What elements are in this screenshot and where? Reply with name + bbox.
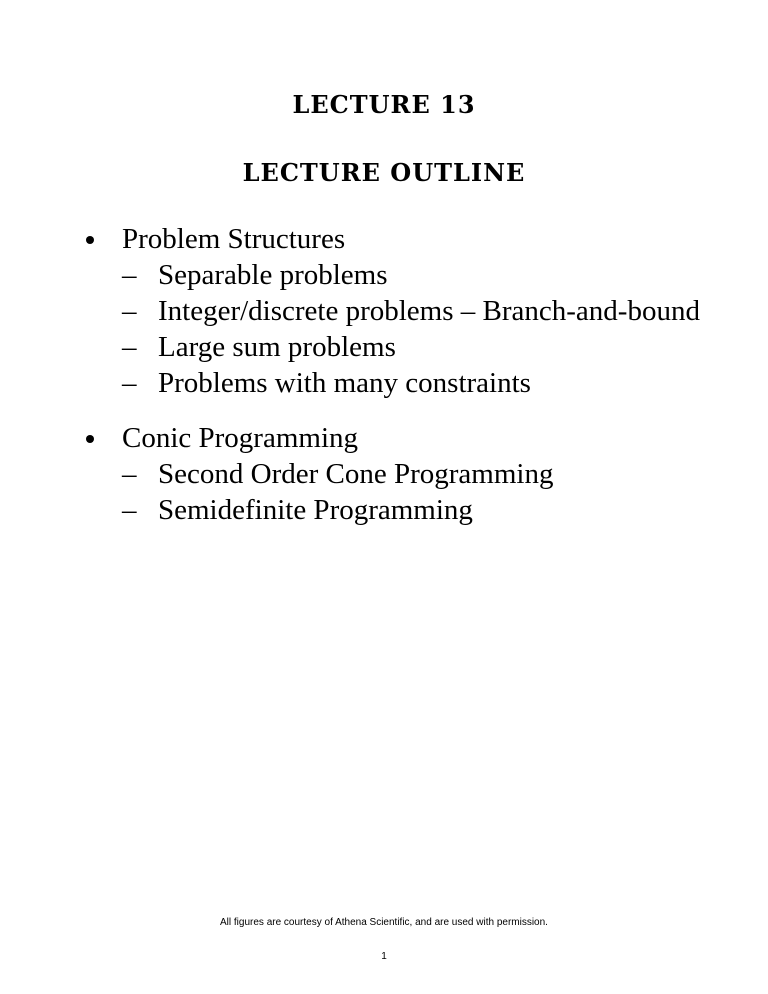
dash-icon: – — [122, 331, 137, 363]
subtopic-list — [122, 257, 700, 401]
bullet-icon — [86, 435, 94, 443]
subtopic-label: Second Order Cone Programming — [158, 458, 554, 490]
topic-label: Problem Structures — [122, 223, 346, 255]
figure-credit-note: All figures are courtesy of Athena Scientific, and are used with permission. — [220, 917, 548, 928]
dash-icon: – — [122, 458, 137, 490]
subtopic-item — [122, 257, 700, 293]
outline-topic-conic-programming — [86, 420, 700, 528]
dash-icon: – — [122, 259, 137, 291]
outline-title: LECTURE OUTLINE — [242, 158, 526, 187]
dash-icon: – — [122, 295, 137, 327]
subtopic-item — [122, 492, 700, 528]
subtopic-label: Separable problems — [158, 259, 388, 291]
outline-list — [86, 221, 700, 547]
subtopic-item — [122, 456, 700, 492]
subtopic-label: Problems with many constraints — [158, 367, 531, 399]
topic-label: Conic Programming — [122, 422, 359, 454]
lecture-title: LECTURE 13 — [292, 90, 476, 119]
subtopic-item — [122, 365, 700, 401]
dash-icon: – — [122, 367, 137, 399]
subtopic-label: Large sum problems — [158, 331, 396, 363]
subtopic-label: Integer/discrete problems – Branch-and-bound — [158, 295, 700, 327]
subtopic-item — [122, 329, 700, 365]
subtopic-list — [122, 456, 700, 528]
subtopic-label: Semidefinite Programming — [158, 494, 473, 526]
outline-topic-problem-structures — [86, 221, 700, 401]
subtopic-item — [122, 293, 700, 329]
bullet-icon — [86, 236, 94, 244]
page-number: 1 — [381, 951, 387, 962]
dash-icon: – — [122, 494, 137, 526]
